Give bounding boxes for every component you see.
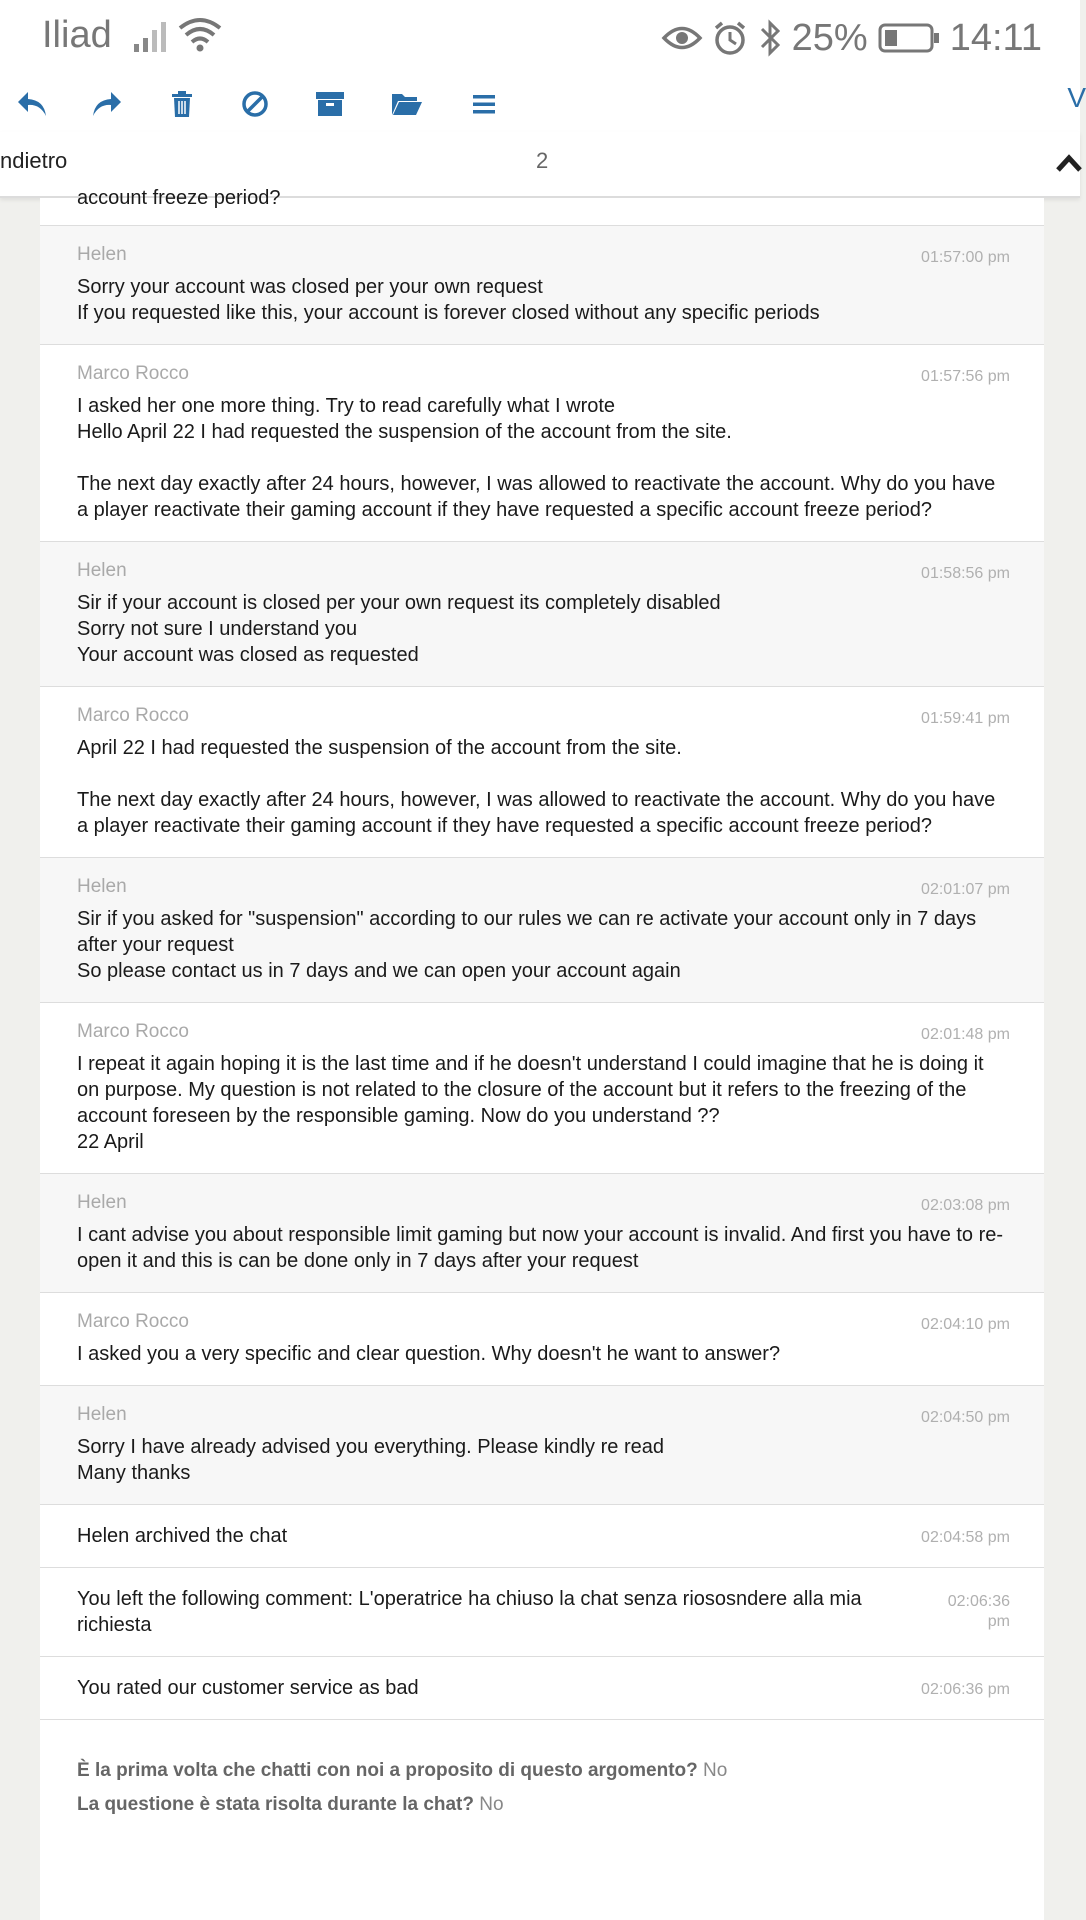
message-author: Helen	[77, 244, 127, 265]
back-link[interactable]: ndietro	[0, 148, 68, 173]
bluetooth-icon	[758, 19, 782, 57]
message-author: Helen	[77, 1192, 127, 1213]
message-time: 01:57:00 pm	[921, 249, 1010, 266]
chat-message	[40, 226, 1044, 345]
message-count: 2	[536, 148, 549, 173]
signal-icon	[134, 18, 170, 54]
message-text: Sorry your account was closed per your own request If you requested like this, your account is forever closed without any specific periods	[77, 276, 820, 324]
message-author: Marco Rocco	[77, 363, 189, 384]
message-author: Marco Rocco	[77, 1311, 189, 1332]
event-text: You left the following comment: L'operatrice ha chiuso la chat senza riososndere alla mia richiesta	[77, 1588, 868, 1636]
message-author: Marco Rocco	[77, 1021, 189, 1042]
system-event	[40, 1568, 1044, 1657]
chat-message	[40, 1293, 1044, 1386]
message-time: 01:57:56 pm	[921, 368, 1010, 385]
clock-time: 14:11	[949, 16, 1042, 59]
survey-row	[77, 1788, 1007, 1822]
message-time: 02:04:10 pm	[921, 1316, 1010, 1333]
battery-icon	[878, 23, 940, 53]
forward-icon[interactable]	[87, 84, 127, 124]
chat-message	[40, 1174, 1044, 1293]
message-text: I repeat it again hoping it is the last time and if he doesn't understand I could imagine that he is doing it on purpose. My question is not related to the closure of the account but it refers to the freezing of the account foreseen by the responsible gaming. Now do you understand ?? 22 April	[77, 1053, 984, 1153]
battery-percent: 25%	[791, 16, 868, 59]
message-author: Helen	[77, 876, 127, 897]
folder-open-icon[interactable]	[387, 84, 427, 124]
event-time: 02:06:36 pm	[947, 1593, 1010, 1630]
message-time: 02:04:50 pm	[921, 1409, 1010, 1426]
archive-icon[interactable]	[310, 84, 350, 124]
chat-message	[40, 542, 1044, 687]
chat-message	[40, 345, 1044, 542]
alarm-icon	[712, 20, 748, 56]
mail-toolbar	[0, 76, 1086, 134]
chat-message	[40, 1003, 1044, 1174]
event-text: Helen archived the chat	[77, 1525, 288, 1547]
message-author: Marco Rocco	[77, 705, 189, 726]
message-time: 02:01:48 pm	[921, 1026, 1010, 1043]
message-text: Sir if you asked for "suspension" according to our rules we can re activate your account only in 7 days after your request So please contact us in 7 days and we can open your account again	[77, 908, 977, 982]
message-text: Sorry I have already advised you everything. Please kindly re read Many thanks	[77, 1436, 664, 1484]
chevron-up-icon[interactable]	[1054, 150, 1084, 174]
more-menu-label[interactable]: V	[1067, 82, 1086, 113]
message-time: 02:01:07 pm	[921, 881, 1010, 898]
survey-row	[77, 1754, 1007, 1788]
chat-message	[40, 687, 1044, 858]
block-icon[interactable]	[235, 84, 275, 124]
system-event	[40, 1505, 1044, 1568]
survey-question: La questione è stata risolta durante la chat?	[77, 1794, 474, 1815]
message-time: 01:59:41 pm	[921, 710, 1010, 727]
message-text: account freeze period?	[77, 187, 281, 209]
event-text: You rated our customer service as bad	[77, 1677, 419, 1699]
reply-icon[interactable]	[12, 84, 52, 124]
system-event	[40, 1657, 1044, 1720]
carrier-name: Iliad	[42, 14, 112, 56]
survey-question: È la prima volta che chatti con noi a proposito di questo argomento?	[77, 1760, 698, 1781]
survey-answer: No	[703, 1760, 728, 1781]
message-fragment	[40, 185, 1044, 226]
chat-message	[40, 1386, 1044, 1505]
message-text: Sir if your account is closed per your own request its completely disabled Sorry not sure I understand you Your account was closed as requested	[77, 592, 721, 666]
wifi-icon	[178, 16, 222, 54]
message-text: April 22 I had requested the suspension of the account from the site. The next day exactly after 24 hours, however, I was allowed to reactivate the account. Why do you have a player reactivate their gaming account if they have requested a specific account freeze period?	[77, 737, 996, 837]
status-right-group	[662, 14, 1042, 62]
message-author: Helen	[77, 560, 127, 581]
eye-icon	[662, 23, 702, 53]
chat-transcript	[40, 187, 1044, 1920]
trash-icon[interactable]	[162, 84, 202, 124]
chat-message	[40, 858, 1044, 1003]
message-time: 01:58:56 pm	[921, 565, 1010, 582]
message-text: I asked you a very specific and clear question. Why doesn't he want to answer?	[77, 1343, 781, 1365]
event-time: 02:06:36 pm	[921, 1681, 1010, 1698]
message-text: I asked her one more thing. Try to read carefully what I wrote Hello April 22 I had requested the suspension of the account from the site. The next day exactly after 24 hours, however, I was allowed to reactivate the account. Why do you have a player reactivate their gaming account if they have requested a specific account freeze period?	[77, 395, 996, 521]
survey-answers	[40, 1720, 1044, 1842]
message-text: I cant advise you about responsible limit gaming but now your account is invalid. And first you have to re-open it and this is can be done only in 7 days after your request	[77, 1224, 1004, 1272]
survey-answer: No	[479, 1794, 504, 1815]
status-bar	[0, 0, 1080, 76]
event-time: 02:04:58 pm	[921, 1529, 1010, 1546]
menu-icon[interactable]	[464, 84, 504, 124]
message-author: Helen	[77, 1404, 127, 1425]
message-time: 02:03:08 pm	[921, 1197, 1010, 1214]
